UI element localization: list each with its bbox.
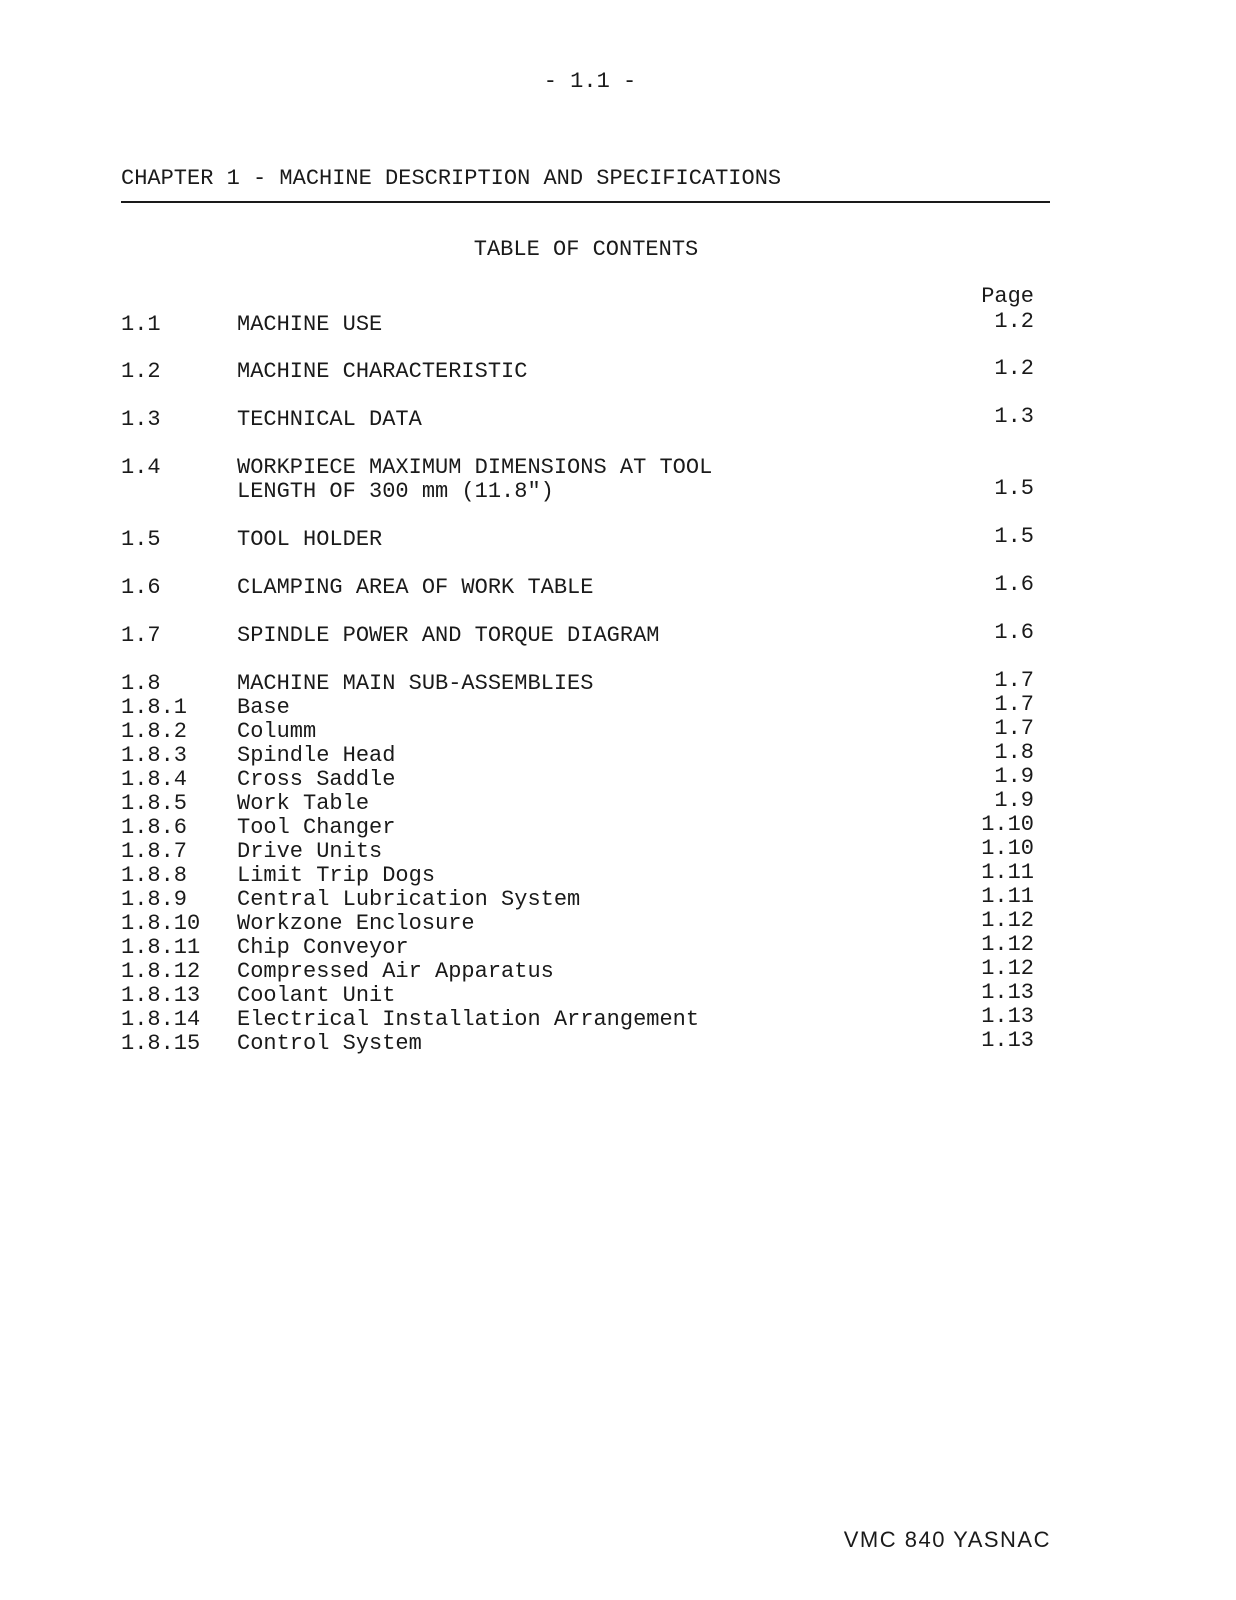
page-number: - 1.1 - [543, 69, 637, 94]
toc-entry-title: TECHNICAL DATA [237, 407, 422, 432]
toc-entry-page: 1.3 [994, 404, 1034, 429]
toc-entry-page: 1.6 [994, 620, 1034, 645]
toc-subentry-page: 1.9 [994, 788, 1034, 813]
toc-entry-number: 1.7 [121, 623, 161, 648]
toc-subentry-number: 1.8.2 [121, 719, 188, 744]
toc-entry-number: 1.1 [121, 312, 161, 337]
toc-subentry-page: 1.11 [981, 884, 1034, 909]
toc-entry-title: CLAMPING AREA OF WORK TABLE [237, 575, 594, 600]
toc-subentry-title: Spindle Head [237, 743, 396, 768]
toc-subentry-number: 1.8.12 [121, 959, 201, 984]
toc-subentry-page: 1.11 [981, 860, 1034, 885]
chapter-underline [121, 201, 1050, 203]
toc-subentry-number: 1.8.15 [121, 1031, 201, 1056]
toc-entry-page: 1.7 [994, 668, 1034, 693]
toc-entry-page: 1.2 [994, 309, 1034, 334]
toc-entry-number: 1.2 [121, 359, 161, 384]
toc-entry-page: 1.5 [994, 476, 1034, 501]
toc-subentry-title: Cross Saddle [237, 767, 396, 792]
toc-entry-number: 1.5 [121, 527, 161, 552]
toc-entry-title: MACHINE MAIN SUB-ASSEMBLIES [237, 671, 594, 696]
toc-entry-title: SPINDLE POWER AND TORQUE DIAGRAM [237, 623, 660, 648]
toc-entry-page: 1.2 [994, 356, 1034, 381]
toc-subentry-number: 1.8.8 [121, 863, 188, 888]
toc-subentry-page: 1.13 [981, 1028, 1034, 1053]
toc-subentry-page: 1.12 [981, 908, 1034, 933]
toc-entry-page: 1.6 [994, 572, 1034, 597]
toc-subentry-page: 1.13 [981, 980, 1034, 1005]
toc-subentry-title: Limit Trip Dogs [237, 863, 436, 888]
toc-subentry-page: 1.9 [994, 764, 1034, 789]
toc-subentry-number: 1.8.1 [121, 695, 188, 720]
toc-subentry-number: 1.8.5 [121, 791, 188, 816]
toc-subentry-page: 1.10 [981, 812, 1034, 837]
page-column-label: Page [981, 284, 1034, 309]
toc-subentry-title: Tool Changer [237, 815, 396, 840]
toc-subentry-number: 1.8.10 [121, 911, 201, 936]
toc-subentry-title: Central Lubrication System [237, 887, 581, 912]
toc-subentry-number: 1.8.13 [121, 983, 201, 1008]
toc-subentry-title: Work Table [237, 791, 370, 816]
toc-subentry-title: Base [237, 695, 290, 720]
toc-subentry-page: 1.8 [994, 740, 1034, 765]
toc-subentry-title: Coolant Unit [237, 983, 396, 1008]
toc-subentry-number: 1.8.4 [121, 767, 188, 792]
toc-subentry-number: 1.8.3 [121, 743, 188, 768]
toc-entry-page: 1.5 [994, 524, 1034, 549]
toc-entry-title-continued: LENGTH OF 300 mm (11.8") [237, 479, 554, 504]
toc-subentry-page: 1.10 [981, 836, 1034, 861]
toc-entry-number: 1.8 [121, 671, 161, 696]
toc-subentry-page: 1.12 [981, 956, 1034, 981]
toc-entry-title: TOOL HOLDER [237, 527, 383, 552]
toc-entry-title: MACHINE CHARACTERISTIC [237, 359, 528, 384]
toc-entry-title: MACHINE USE [237, 312, 383, 337]
toc-subentry-title: Compressed Air Apparatus [237, 959, 554, 984]
toc-entry-number: 1.6 [121, 575, 161, 600]
toc-entry-title: WORKPIECE MAXIMUM DIMENSIONS AT TOOL [237, 455, 713, 480]
toc-subentry-number: 1.8.11 [121, 935, 201, 960]
toc-subentry-page: 1.7 [994, 716, 1034, 741]
toc-title: TABLE OF CONTENTS [473, 237, 699, 262]
toc-entry-number: 1.4 [121, 455, 161, 480]
toc-subentry-title: Columm [237, 719, 317, 744]
footer-model-label: VMC 840 YASNAC [843, 1527, 1051, 1552]
toc-subentry-number: 1.8.7 [121, 839, 188, 864]
toc-subentry-title: Chip Conveyor [237, 935, 409, 960]
toc-subentry-number: 1.8.14 [121, 1007, 201, 1032]
toc-subentry-page: 1.12 [981, 932, 1034, 957]
toc-subentry-page: 1.13 [981, 1004, 1034, 1029]
toc-subentry-title: Electrical Installation Arrangement [237, 1007, 700, 1032]
chapter-title: CHAPTER 1 - MACHINE DESCRIPTION AND SPECIFICATIONS [121, 166, 782, 191]
toc-subentry-number: 1.8.6 [121, 815, 188, 840]
toc-subentry-title: Drive Units [237, 839, 383, 864]
toc-subentry-title: Workzone Enclosure [237, 911, 475, 936]
toc-subentry-page: 1.7 [994, 692, 1034, 717]
toc-entry-number: 1.3 [121, 407, 161, 432]
toc-subentry-title: Control System [237, 1031, 422, 1056]
toc-subentry-number: 1.8.9 [121, 887, 188, 912]
